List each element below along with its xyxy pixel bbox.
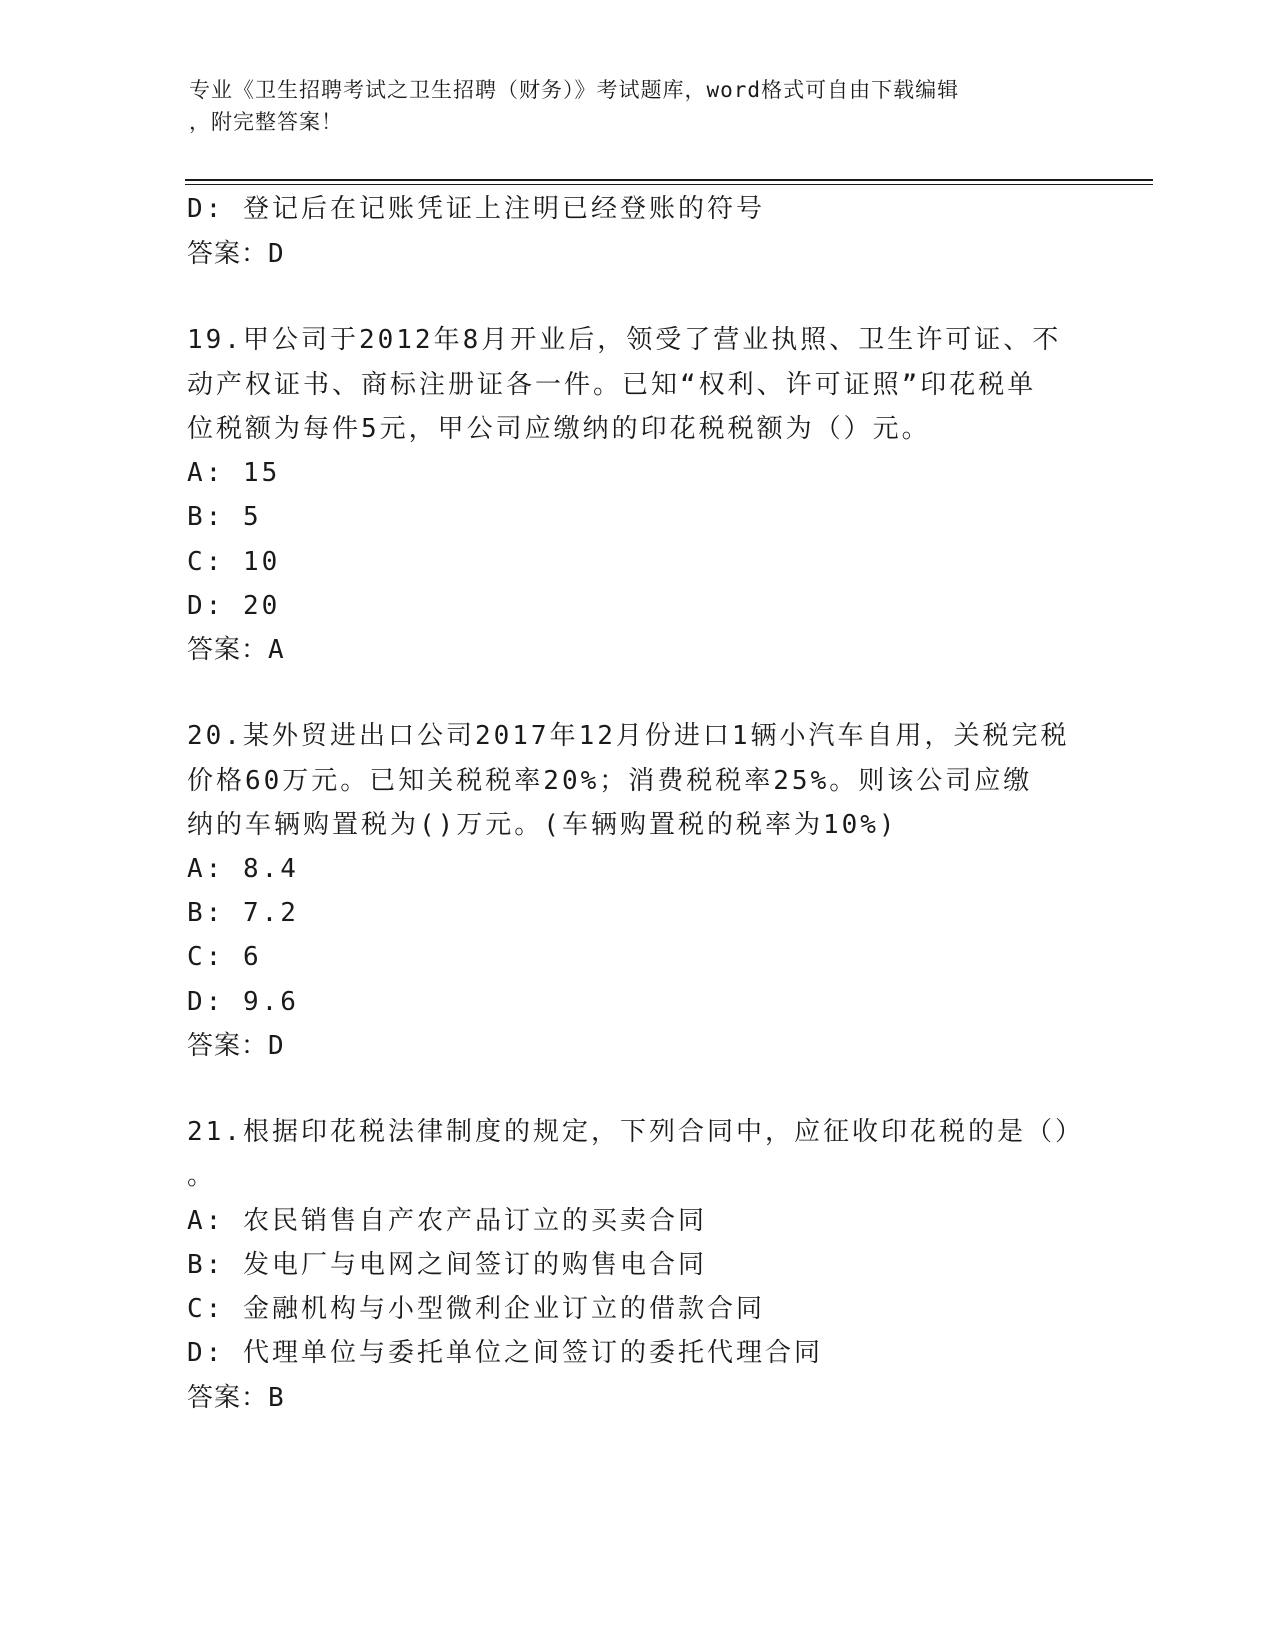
- header-rule-thick: [185, 179, 1153, 181]
- answer-value: D: [268, 239, 285, 269]
- header-rule-thin: [185, 184, 1153, 185]
- header-line-1: 专业《卫生招聘考试之卫生招聘（财务）》考试题库，word格式可自由下载编辑: [189, 78, 960, 102]
- answer-value: D: [268, 1031, 285, 1061]
- question-stem-line: 纳的车辆购置税为()万元。(车辆购置税的税率为10%): [187, 810, 898, 840]
- answer-value: A: [268, 635, 285, 665]
- header-line-2: ，附完整答案！: [189, 110, 343, 134]
- answer-label: 答案：: [187, 1383, 269, 1413]
- question-stem-line: 21.根据印花税法律制度的规定，下列合同中，应征收印花税的是（）: [187, 1117, 1084, 1147]
- option-d: D: 20: [187, 591, 281, 621]
- answer-label: 答案：: [187, 635, 269, 665]
- prev-answer: [187, 238, 285, 270]
- option-c: C: 6: [187, 942, 262, 972]
- option-b: B: 发电厂与电网之间签订的购售电合同: [187, 1250, 707, 1280]
- question-stem-line: 。: [187, 1161, 217, 1191]
- question-stem-line: 19.甲公司于2012年8月开业后，领受了营业执照、卫生许可证、不: [187, 325, 1062, 355]
- option-c: C: 10: [187, 547, 281, 577]
- option-d: D: 代理单位与委托单位之间签订的委托代理合同: [187, 1338, 823, 1368]
- answer-value: B: [268, 1383, 285, 1413]
- option-a: A: 15: [187, 458, 281, 488]
- question-stem-line: 位税额为每件5元，甲公司应缴纳的印花税税额为（）元。: [187, 414, 931, 444]
- answer: [187, 1030, 285, 1062]
- question-stem-line: 20.某外贸进出口公司2017年12月份进口1辆小汽车自用，关税完税: [187, 721, 1070, 751]
- answer: [187, 1382, 285, 1414]
- answer: [187, 634, 285, 666]
- option-d: D: 9.6: [187, 987, 299, 1017]
- prev-option-d: D: 登记后在记账凭证上注明已经登账的符号: [187, 194, 765, 224]
- question-stem-line: 动产权证书、商标注册证各一件。已知“权利、许可证照”印花税单: [187, 370, 1037, 400]
- option-b: B: 5: [187, 502, 262, 532]
- answer-label: 答案：: [187, 239, 269, 269]
- document-header: [189, 74, 1069, 138]
- option-b: B: 7.2: [187, 898, 299, 928]
- answer-label: 答案：: [187, 1031, 269, 1061]
- option-c: C: 金融机构与小型微利企业订立的借款合同: [187, 1294, 765, 1324]
- option-a: A: 农民销售自产农产品订立的买卖合同: [187, 1206, 707, 1236]
- question-stem-line: 价格60万元。已知关税税率20%；消费税税率25%。则该公司应缴: [187, 766, 1033, 796]
- option-a: A: 8.4: [187, 854, 299, 884]
